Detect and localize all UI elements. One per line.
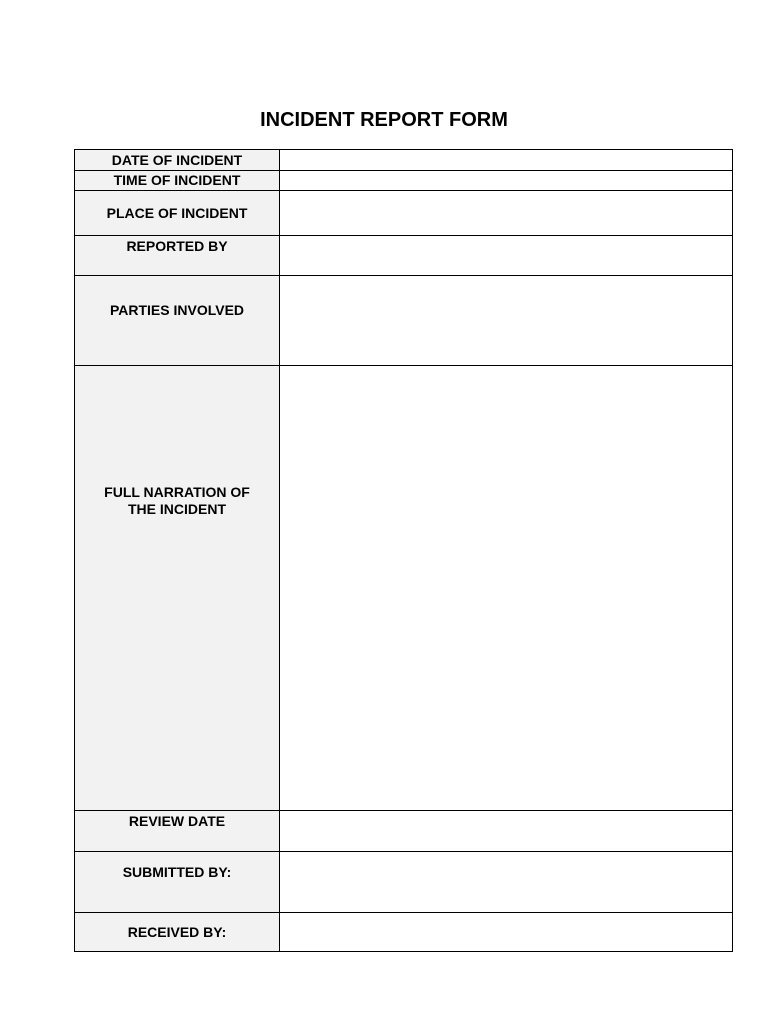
review-date-field[interactable] — [280, 811, 733, 852]
submitted-by-label: SUBMITTED BY: — [75, 852, 280, 913]
received-by-field[interactable] — [280, 913, 733, 952]
parties-involved-field[interactable] — [280, 276, 733, 366]
row-review-date — [75, 811, 733, 852]
place-of-incident-field[interactable] — [280, 191, 733, 236]
review-date-label: REVIEW DATE — [75, 811, 280, 852]
full-narration-field[interactable] — [280, 366, 733, 811]
date-of-incident-label: DATE OF INCIDENT — [75, 150, 280, 171]
reported-by-label: REPORTED BY — [75, 236, 280, 276]
place-of-incident-label: PLACE OF INCIDENT — [75, 191, 280, 236]
time-of-incident-field[interactable] — [280, 171, 733, 191]
row-place-of-incident — [75, 191, 733, 236]
submitted-by-field[interactable] — [280, 852, 733, 913]
reported-by-field[interactable] — [280, 236, 733, 276]
row-date-of-incident — [75, 150, 733, 171]
row-received-by — [75, 913, 733, 952]
row-reported-by — [75, 236, 733, 276]
date-of-incident-field[interactable] — [280, 150, 733, 171]
parties-involved-label: PARTIES INVOLVED — [75, 276, 280, 366]
incident-report-table — [74, 149, 733, 952]
row-full-narration — [75, 366, 733, 811]
row-submitted-by — [75, 852, 733, 913]
full-narration-label: FULL NARRATION OF THE INCIDENT — [75, 366, 280, 811]
received-by-label: RECEIVED BY: — [75, 913, 280, 952]
row-time-of-incident — [75, 171, 733, 191]
row-parties-involved — [75, 276, 733, 366]
time-of-incident-label: TIME OF INCIDENT — [75, 171, 280, 191]
form-title: INCIDENT REPORT FORM — [260, 109, 508, 131]
